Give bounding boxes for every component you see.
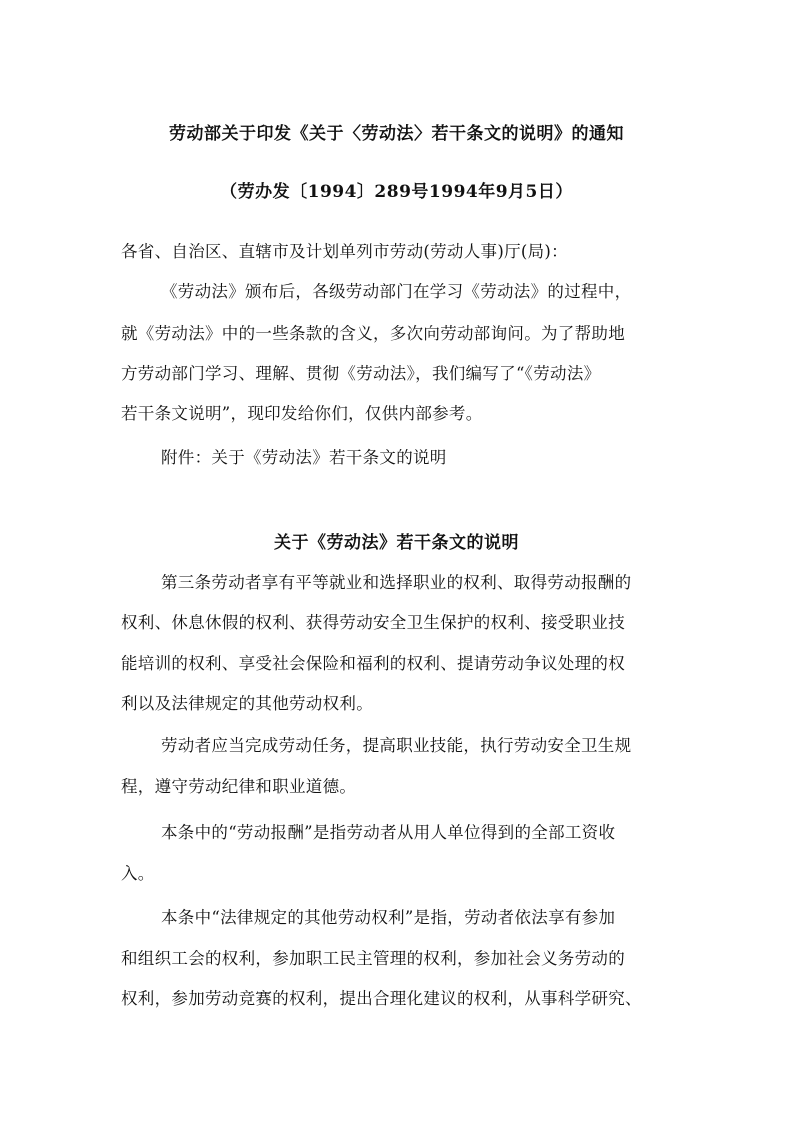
body-line: 劳动者应当完成劳动任务，提高职业技能，执行劳动安全卫生规	[161, 736, 632, 755]
body-line: 本条中的“劳动报酬”是指劳动者从用人单位得到的全部工资收	[161, 823, 616, 842]
body-line: 能培训的权利、享受社会保险和福利的权利、提请劳动争议处理的权	[121, 654, 625, 673]
body-line: 程，遵守劳动纪律和职业道德。	[121, 777, 357, 796]
attachment-note: 附件：关于《劳动法》若干条文的说明	[161, 448, 447, 467]
body-line: 权利，参加劳动竞赛的权利，提出合理化建议的权利，从事科学研究、	[121, 989, 642, 1008]
document-title: 劳动部关于印发《关于〈劳动法〉若干条文的说明》的通知	[169, 124, 624, 144]
document-subtitle: （劳办发〔1994〕289号1994年9月5日）	[220, 182, 573, 202]
body-line: 第三条劳动者享有平等就业和选择职业的权利、取得劳动报酬的	[161, 573, 632, 592]
salutation: 各省、自治区、直辖市及计划单列市劳动(劳动人事)厅(局)：	[121, 242, 568, 261]
intro-line: 就《劳动法》中的一些条款的含义，多次向劳动部询问。为了帮助地	[121, 324, 625, 343]
body-line: 和组织工会的权利，参加职工民主管理的权利，参加社会义务劳动的	[121, 949, 625, 968]
body-line: 利以及法律规定的其他劳动权利。	[121, 694, 373, 713]
body-line: 入。	[121, 864, 155, 883]
intro-line: 方劳动部门学习、理解、贯彻《劳动法》，我们编写了“《劳动法》	[121, 364, 601, 383]
intro-line: 若干条文说明”，现印发给你们，仅供内部参考。	[121, 404, 483, 423]
body-line: 权利、休息休假的权利、获得劳动安全卫生保护的权利、接受职业技	[121, 613, 625, 632]
body-line: 本条中“法律规定的其他劳动权利”是指，劳动者依法享有参加	[161, 908, 616, 927]
section-title: 关于《劳动法》若干条文的说明	[274, 533, 519, 553]
intro-line: 《劳动法》颁布后，各级劳动部门在学习《劳动法》的过程中，	[161, 282, 632, 301]
